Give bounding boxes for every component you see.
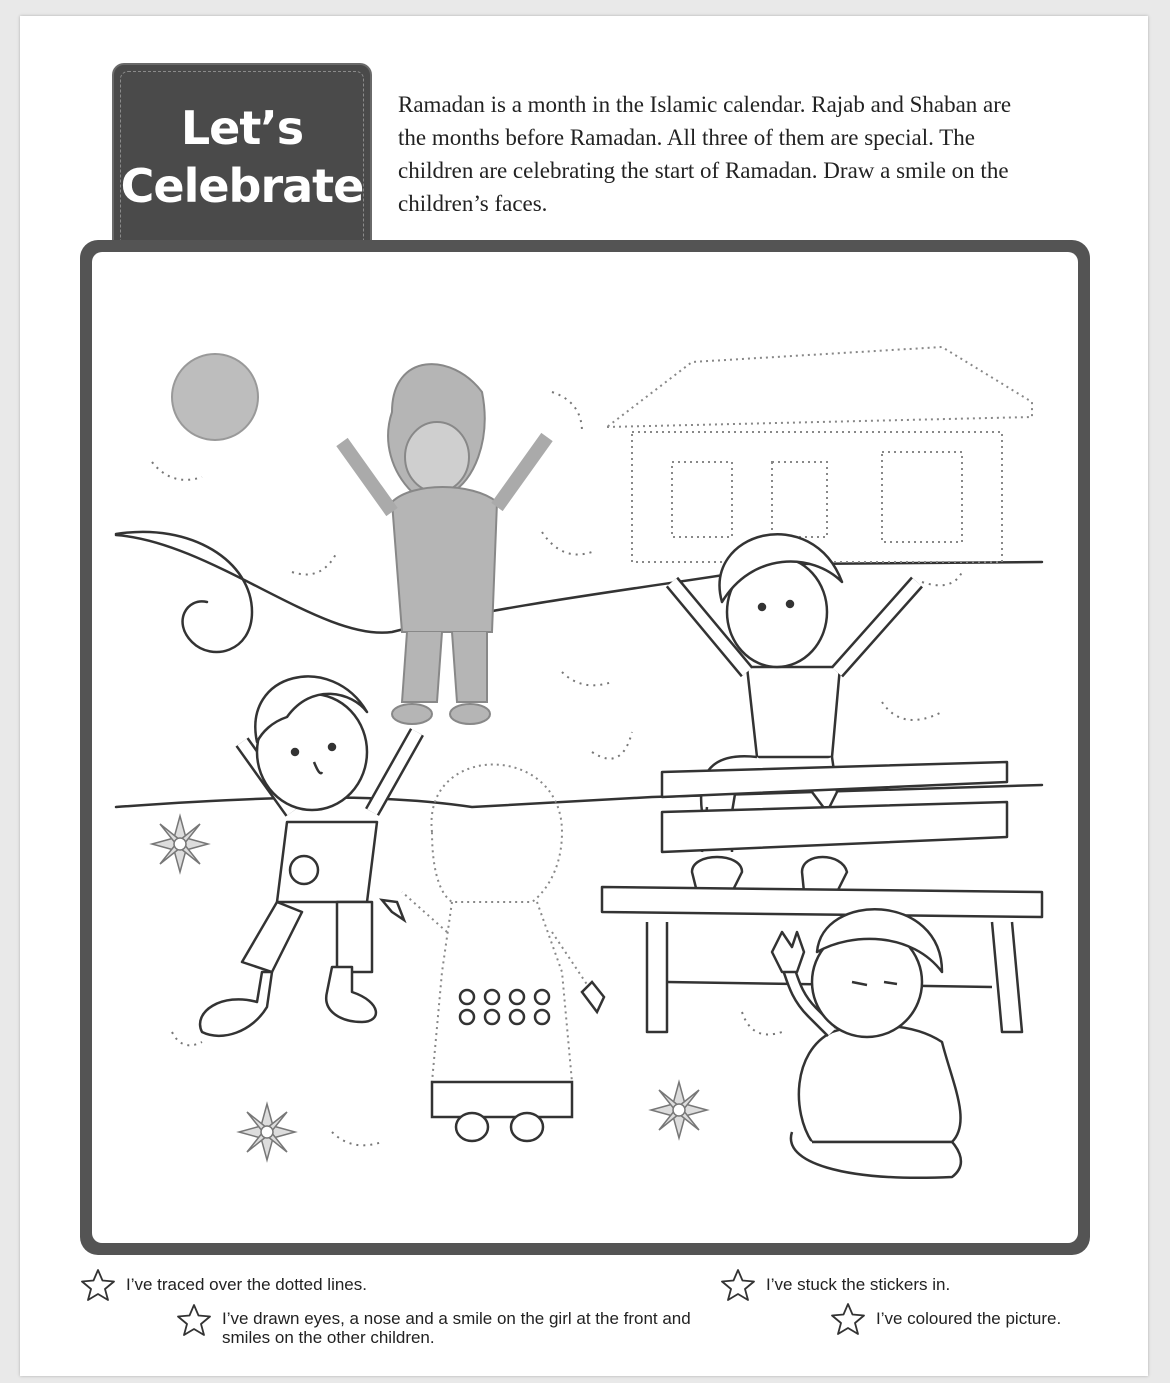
checklist-label: I’ve traced over the dotted lines. <box>126 1275 367 1294</box>
wind-swirl <box>116 532 252 652</box>
flower-icons <box>152 816 707 1160</box>
intro-text: Ramadan is a month in the Islamic calendar. Rajab and Shaban are the months before Ramadan. All three of them are special. The children are celebrating the start of Ramadan. Draw a smile on the children’s faces. <box>398 92 1012 216</box>
checklist-label: I’ve stuck the stickers in. <box>766 1275 951 1294</box>
flower-icon-3 <box>651 1082 707 1138</box>
dotted-building <box>607 347 1032 562</box>
back-hill-line <box>116 535 1042 633</box>
title-line-2: Celebrate <box>120 159 364 213</box>
checklist-item-faces[interactable] <box>176 1303 736 1347</box>
star-outline-icon[interactable] <box>830 1302 866 1336</box>
kneeling-boy <box>772 909 961 1178</box>
checklist-item-stickers[interactable] <box>720 1268 950 1302</box>
picture-frame <box>80 240 1090 1255</box>
flower-icon-2 <box>239 1104 295 1160</box>
front-hill-line <box>116 785 1042 807</box>
star-outline-icon[interactable] <box>720 1268 756 1302</box>
checklist-item-traced[interactable] <box>80 1268 367 1302</box>
flower-icon-1 <box>152 816 208 872</box>
title-line-1: Let’s <box>180 101 304 155</box>
boy-left <box>200 676 417 1035</box>
checklist-label: I’ve drawn eyes, a nose and a smile on the girl at the front and smiles on the other children. <box>222 1309 691 1347</box>
coloring-area[interactable] <box>92 252 1078 1243</box>
title-tab <box>112 63 372 263</box>
star-outline-icon[interactable] <box>176 1303 212 1337</box>
girl-front-details <box>382 900 604 1141</box>
girl-in-hijab-back <box>342 364 547 724</box>
coloring-illustration <box>92 252 1078 1243</box>
star-outline-icon[interactable] <box>80 1268 116 1302</box>
checklist-item-coloured[interactable] <box>830 1302 1061 1336</box>
sun-icon <box>172 354 258 440</box>
dotted-girl-front <box>402 765 592 1083</box>
checklist-label: I’ve coloured the picture. <box>876 1309 1062 1328</box>
